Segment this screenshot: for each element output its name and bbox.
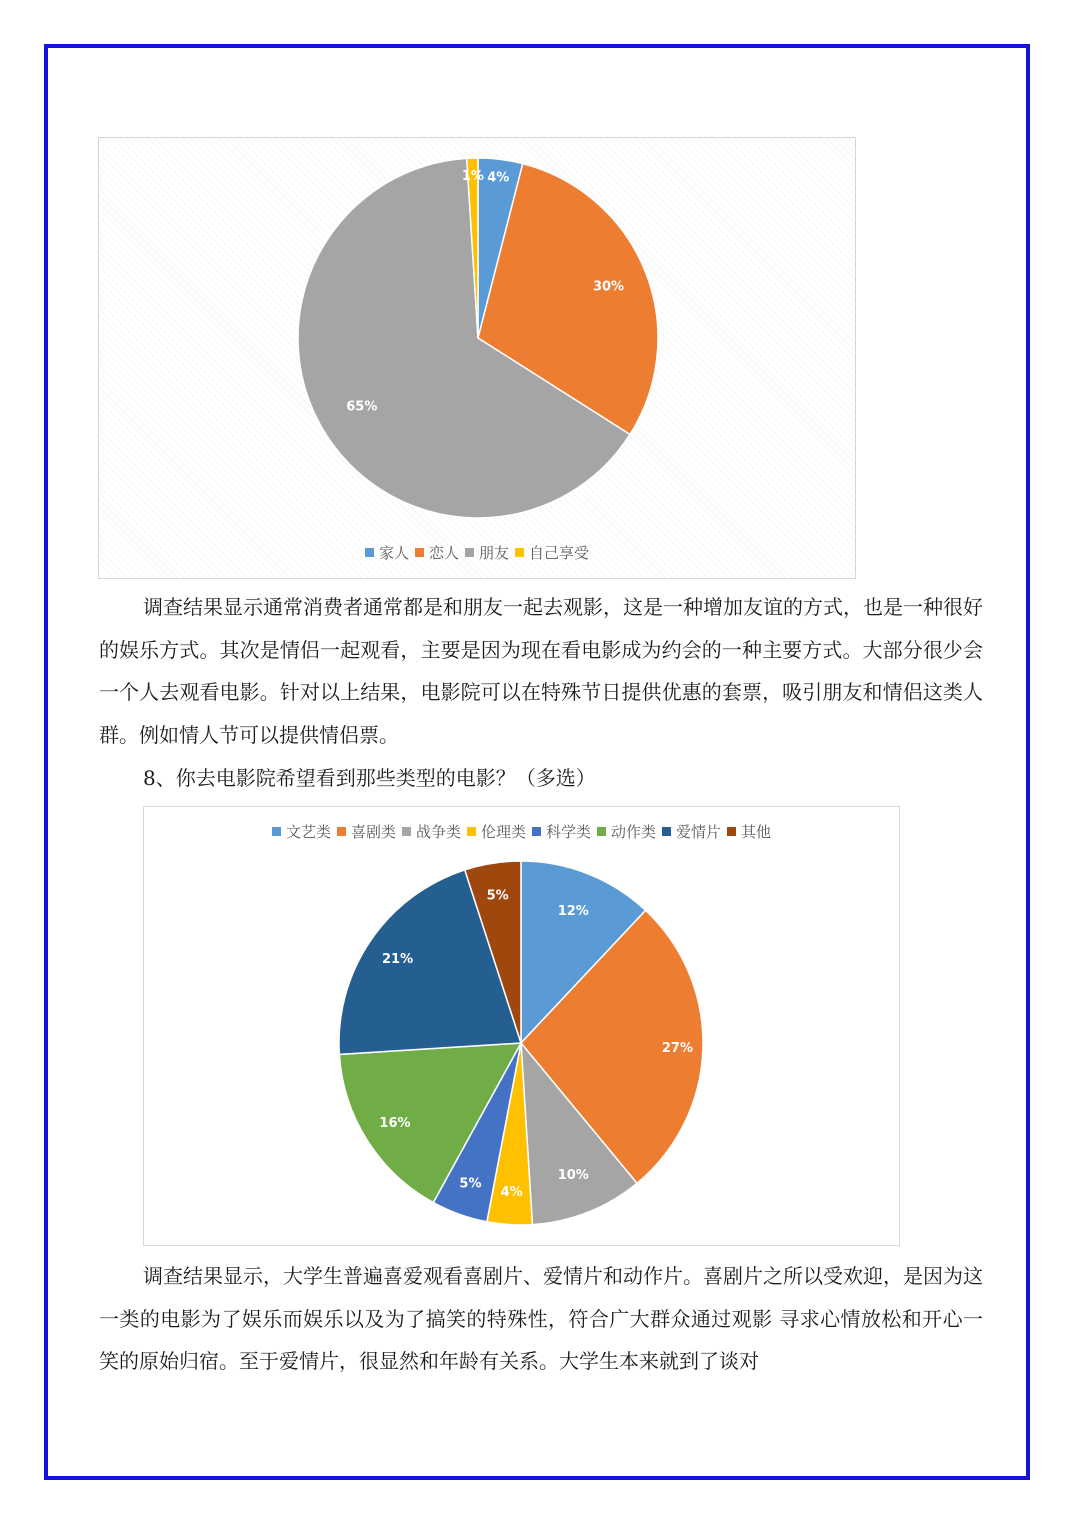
legend-item-伦理类 [467,821,526,842]
pie-label-自己享受: 1% [461,169,484,185]
legend-label: 其他 [741,823,772,841]
legend-swatch [415,548,424,557]
legend-swatch [365,548,374,557]
legend-label: 家人 [378,544,409,562]
legend-swatch [662,827,671,836]
companion-pie-svg [99,138,857,580]
legend-swatch [272,827,281,836]
legend-item-战争类 [402,821,461,842]
pie-label-伦理类: 4% [500,1184,523,1200]
legend-swatch [532,827,541,836]
legend-item-动作类 [597,821,656,842]
legend-item-爱情片 [662,821,721,842]
companion-pie-chart [98,137,856,579]
legend-label: 喜剧类 [350,823,396,841]
pie-label-喜剧类: 27% [661,1040,694,1056]
legend-swatch [515,548,524,557]
legend-swatch [337,827,346,836]
movie-genre-pie-chart [143,806,900,1246]
legend-label: 自己享受 [529,544,590,562]
legend-label: 科学类 [546,823,592,841]
legend-swatch [467,827,476,836]
movie-genre-pie-legend [143,821,900,842]
pie-label-动作类: 16% [379,1115,411,1131]
legend-item-科学类 [532,821,591,842]
legend-swatch [465,548,474,557]
legend-item-喜剧类 [337,821,396,842]
paragraph-genre-analysis: 调查结果显示，大学生普遍喜爱观看喜剧片、爱情片和动作片。喜剧片之所以受欢迎，是因为这一类的电影为了娱乐而娱乐以及为了搞笑的特殊性，符合广大群众通过观影 寻求心情放松和开心一笑的原始归宿。至于爱情片，很显然和年龄有关系。大学生本来就到了谈对 [99,1264,983,1373]
legend-swatch [597,827,606,836]
question-8-title: 8、你去电影院希望看到那些类型的电影？（多选） [143,766,596,790]
legend-item-恋人 [415,542,459,563]
pie-label-其他: 5% [486,888,509,904]
paragraph-companion-analysis: 调查结果显示通常消费者通常都是和朋友一起去观影，这是一种增加友谊的方式，也是一种很好的娱乐方式。其次是情侣一起观看，主要是因为现在看电影成为约会的一种主要方式。大部分很少会一个人去观看电影。针对以上结果，电影院可以在特殊节日提供优惠的套票，吸引朋友和情侣这类人群。例如情人节可以提供情侣票。 [99,595,983,747]
pie-label-家人: 4% [487,170,510,186]
legend-swatch [402,827,411,836]
legend-item-其他 [727,821,771,842]
legend-label: 文艺类 [285,823,331,841]
legend-item-自己享受 [515,542,589,563]
pie-label-朋友: 65% [346,399,378,415]
legend-swatch [727,827,736,836]
movie-genre-pie-svg [144,807,901,1247]
pie-label-文艺类: 12% [557,904,589,920]
legend-label: 爱情片 [676,823,722,841]
pie-label-科学类: 5% [459,1176,482,1192]
pie-label-战争类: 10% [557,1167,589,1183]
companion-pie-legend [98,542,856,563]
legend-label: 战争类 [415,823,461,841]
legend-label: 恋人 [428,544,459,562]
pie-label-爱情片: 21% [382,952,414,968]
pie-label-恋人: 30% [592,279,625,295]
legend-item-文艺类 [272,821,331,842]
legend-item-朋友 [465,542,509,563]
legend-label: 朋友 [479,544,510,562]
legend-label: 伦理类 [480,823,526,841]
legend-label: 动作类 [611,823,657,841]
legend-item-家人 [365,542,409,563]
